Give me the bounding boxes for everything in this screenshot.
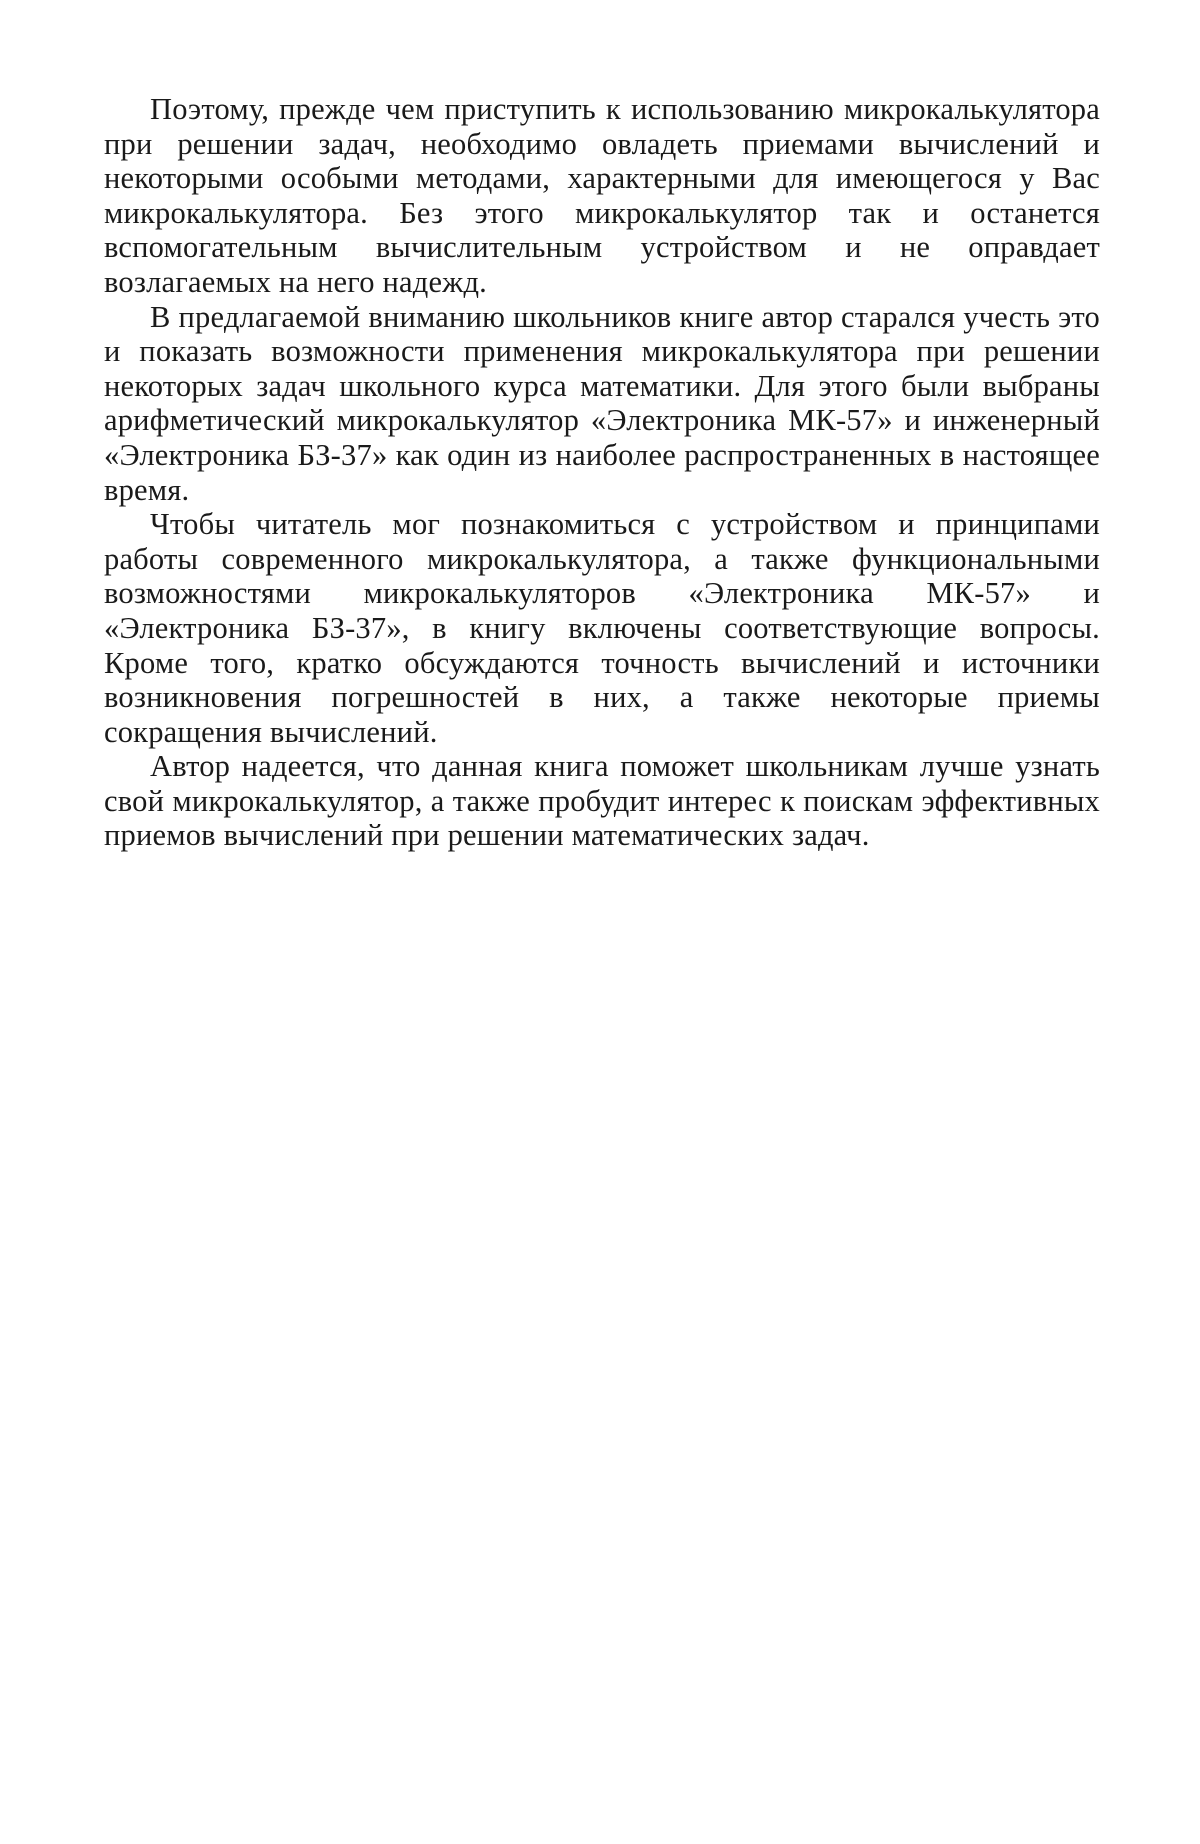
paragraph: Чтобы читатель мог познакомиться с устройством и принципами работы современного микрокалькулятора, а также функциональными возможностями микрокалькуляторов «Электроника МК-57» и «Электроника БЗ-37», в книгу включены соответствующие вопросы. Кроме того, кратко обсуждаются точность вычислений и источники возникновения погрешностей в них, а также некоторые приемы сокращения вычислений.	[104, 507, 1100, 749]
body-text	[104, 92, 1100, 853]
paragraph: Автор надеется, что данная книга поможет школьникам лучше узнать свой микрокалькулятор, а также пробудит интерес к поискам эффективных приемов вычислений при решении математических задач.	[104, 749, 1100, 853]
paragraph: В предлагаемой вниманию школьников книге автор старался учесть это и показать возможности применения микрокалькулятора при решении некоторых задач школьного курса математики. Для этого были выбраны арифметический микрокалькулятор «Электроника МК-57» и инженерный «Электроника БЗ-37» как один из наиболее распространенных в настоящее время.	[104, 299, 1100, 507]
paragraph: Поэтому, прежде чем приступить к использованию микрокалькулятора при решении задач, необходимо овладеть приемами вычислений и некоторыми особыми методами, характерными для имеющегося у Вас микрокалькулятора. Без этого микрокалькулятор так и останется вспомогательным вычислительным устройством и не оправдает возлагаемых на него надежд.	[104, 92, 1100, 299]
